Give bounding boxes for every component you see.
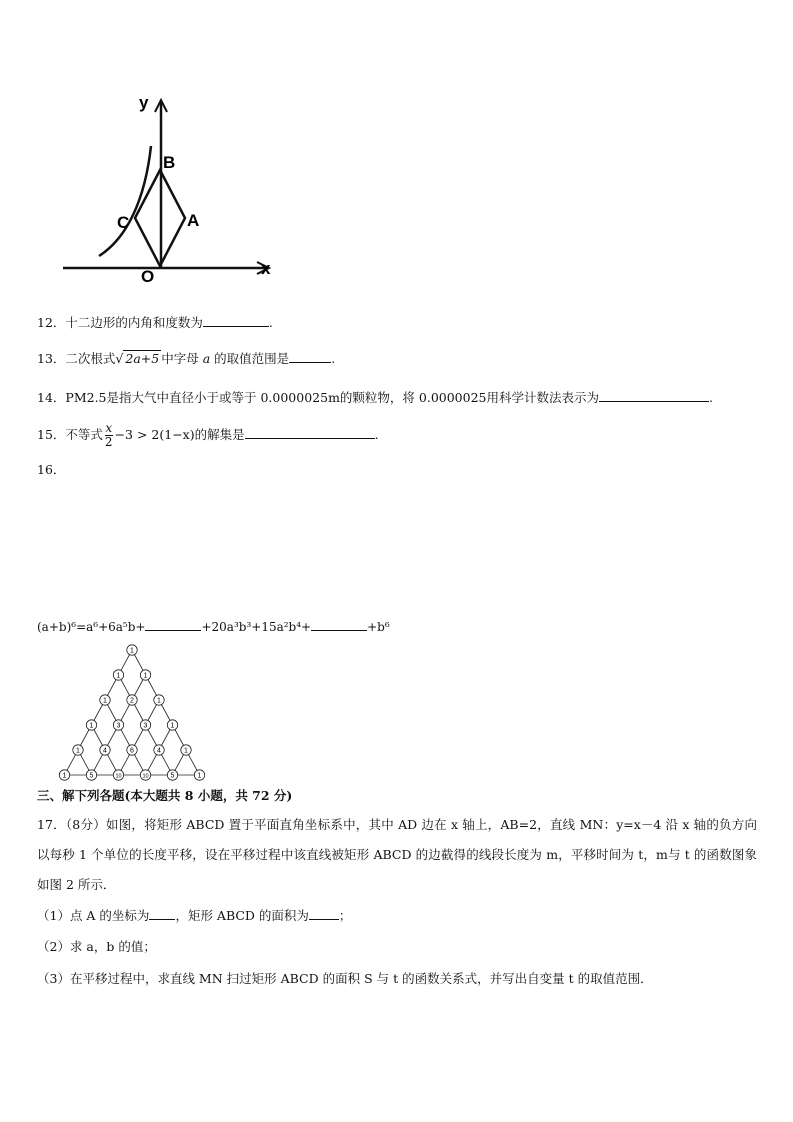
triangle-node-value: 1 <box>116 672 121 680</box>
q13-end: . <box>331 351 336 366</box>
q16-blank-2[interactable] <box>311 617 367 631</box>
triangle-node-value: 5 <box>170 772 175 780</box>
q17-part-1 <box>37 906 351 925</box>
q13-answer-blank[interactable] <box>289 349 331 363</box>
fraction-numerator: x <box>105 421 113 435</box>
radicand: 2a+5 <box>125 351 160 366</box>
q15-number: 15． <box>37 427 66 442</box>
yanghui-triangle <box>48 642 220 788</box>
q15-expression: −3 > 2(1−x) <box>114 427 195 442</box>
triangle-node-value: 1 <box>76 747 80 755</box>
triangle-node-value: 5 <box>89 772 94 780</box>
triangle-node-value: 4 <box>103 747 107 755</box>
q12-number: 12． <box>37 315 66 330</box>
q14-answer-blank[interactable] <box>599 388 709 402</box>
question-16 <box>37 455 757 485</box>
q13-var: a <box>202 351 211 366</box>
q15-end: . <box>374 427 379 442</box>
q16-blank-1[interactable] <box>145 617 201 631</box>
question-15 <box>37 420 379 450</box>
triangle-node-value: 1 <box>103 697 107 705</box>
formula-part-c: +b⁶ <box>367 620 390 634</box>
triangle-node-value: 2 <box>130 697 134 705</box>
origin-label: O <box>141 267 155 286</box>
q17-blank-2[interactable] <box>309 906 339 920</box>
triangle-node-value: 1 <box>170 722 175 730</box>
q15-post: 的解集是 <box>194 427 245 442</box>
q13-number: 13． <box>37 351 66 366</box>
q12-end: . <box>268 315 273 330</box>
question-17 <box>37 810 757 900</box>
q14-text: PM2.5是指大气中直径小于或等于 0.0000025m的颗粒物，将 0.0000025用科学计数法表示为 <box>65 390 599 405</box>
q17-p1-b: ，矩形 ABCD 的面积为 <box>175 908 309 923</box>
formula-part-b: +20a³b³+15a²b⁴+ <box>201 620 312 634</box>
formula-part-a: (a+b)⁶=a⁶+6a⁵b+ <box>37 620 146 634</box>
q14-number: 14． <box>37 390 66 405</box>
q17-part-2: （2）求 a，b 的值； <box>37 939 156 954</box>
y-axis-label: y <box>139 93 149 112</box>
triangle-node-value: 1 <box>143 672 148 680</box>
triangle-node-value: 3 <box>143 722 148 730</box>
point-a-label: A <box>187 211 200 230</box>
q12-text: 十二边形的内角和度数为 <box>65 315 203 330</box>
triangle-node-value: 1 <box>184 747 188 755</box>
q16-formula <box>37 617 390 636</box>
q16-number: 16． <box>37 462 66 477</box>
triangle-node-value: 10 <box>142 773 149 780</box>
q14-end: . <box>709 390 713 405</box>
q12-answer-blank[interactable] <box>203 313 269 327</box>
fraction-denominator: 2 <box>104 435 113 449</box>
section-3-title: 三、解下列各题(本大题共 8 小题，共 72 分) <box>37 788 293 803</box>
triangle-node-value: 1 <box>89 722 94 730</box>
q13-pre: 二次根式 <box>65 351 116 366</box>
q17-p1-a: （1）点 A 的坐标为 <box>37 908 150 923</box>
x-axis-label: x <box>261 259 271 278</box>
triangle-node-value: 1 <box>157 697 161 705</box>
q17-text: （8分）如图，将矩形 ABCD 置于平面直角坐标系中，其中 AD 边在 x 轴上，AB=2，直线 MN：y=x－4 沿 x 轴的负方向以每秒 1 个单位的长度平移，设在平移过程中该直线被矩形 ABCD 的边截得的线段长度为 m，平移时间为 t，m与 t 的函数图象如图 2 所示． <box>37 817 757 892</box>
triangle-node-value: 4 <box>157 747 161 755</box>
q15-answer-blank[interactable] <box>245 425 375 439</box>
triangle-node-value: 1 <box>197 772 202 780</box>
question-14 <box>37 388 713 407</box>
q17-number: 17． <box>37 817 66 832</box>
triangle-node-value: 1 <box>130 647 134 655</box>
question-13 <box>37 349 335 368</box>
triangle-node-value: 6 <box>130 747 134 755</box>
point-c-label: C <box>117 213 130 232</box>
q15-pre: 不等式 <box>65 427 103 442</box>
rhombus-figure <box>55 88 285 288</box>
triangle-node-value: 10 <box>115 773 122 780</box>
q13-post: 的取值范围是 <box>214 351 290 366</box>
q13-mid: 中字母 <box>161 351 199 366</box>
triangle-node-value: 1 <box>62 772 67 780</box>
question-12 <box>37 313 273 332</box>
point-b-label: B <box>163 153 176 172</box>
triangle-node-value: 3 <box>116 722 121 730</box>
q17-p1-c: ； <box>338 908 352 923</box>
fraction-x-over-2 <box>105 422 113 449</box>
q17-blank-1[interactable] <box>149 906 175 920</box>
q17-part-3: （3）在平移过程中，求直线 MN 扫过矩形 ABCD 的面积 S 与 t 的函数关系式，并写出自变量 t 的取值范围． <box>37 971 653 986</box>
sqrt-expression: √ 2a+5 <box>115 351 160 366</box>
